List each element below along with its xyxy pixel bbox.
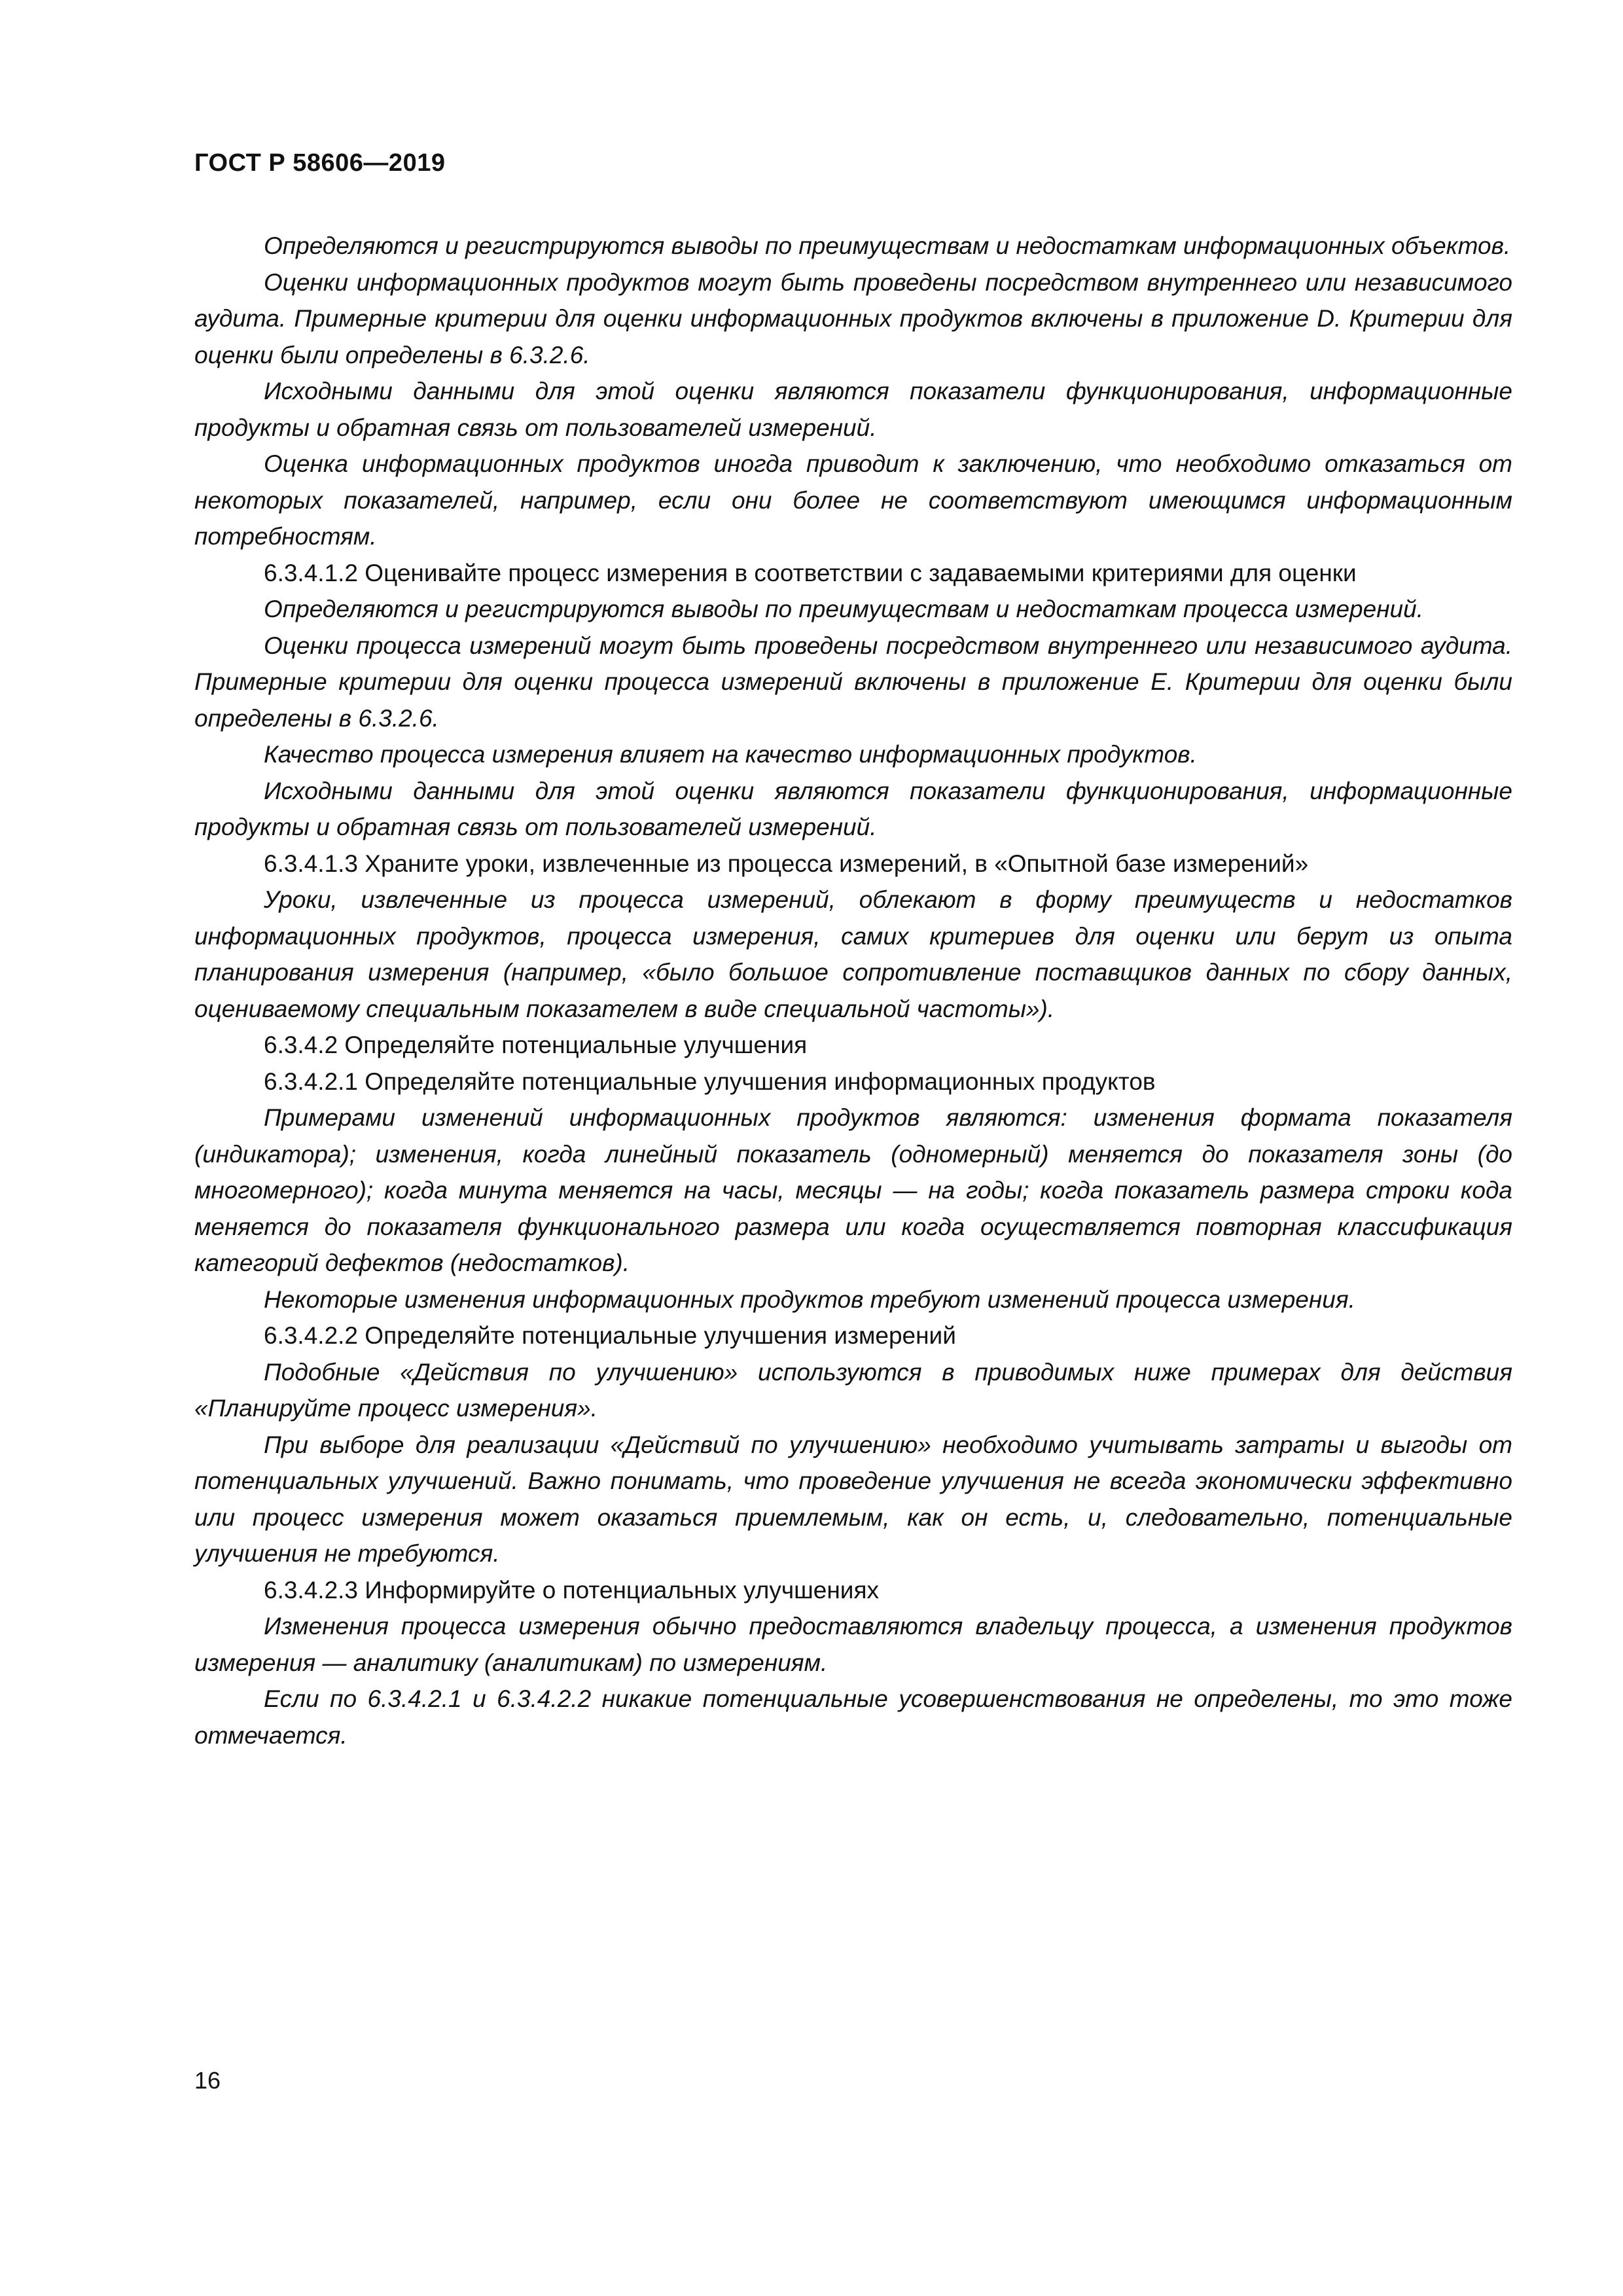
body-paragraph: При выборе для реализации «Действий по улучшению» необходимо учитывать затраты и выгоды от потенциальных улучшений. Важно понимать, что проведение улучшения не всегда экономически эффективно или процесс измерения может оказаться приемлемым, как он есть, и, следовательно, потенциальные улучшения не требуются. (194, 1431, 1512, 1567)
body-paragraph: Исходными данными для этой оценки являются показатели функционирования, информационные продукты и обратная связь от пользователей измерений. (194, 378, 1512, 441)
body-paragraph: Изменения процесса измерения обычно предоставляются владельцу процесса, а изменения продуктов измерения — аналитику (аналитикам) по измерениям. (194, 1613, 1512, 1676)
body-paragraph: Оценка информационных продуктов иногда приводит к заключению, что необходимо отказаться от некоторых показателей, например, если они более не соответствуют имеющимся информационным потребностям. (194, 450, 1512, 550)
page-number: 16 (194, 2067, 221, 2094)
body-paragraph: Определяются и регистрируются выводы по преимуществам и недостаткам процесса измерений. (264, 596, 1423, 622)
body-paragraph: Определяются и регистрируются выводы по преимуществам и недостаткам информационных объектов. (264, 232, 1511, 259)
body-paragraph: Примерами изменений информационных продуктов являются: изменения формата показателя (индикатора); изменения, когда линейный показатель (одномерный) меняется до показателя зоны (до многомерного); когда минута меняется на часы, месяцы — на годы; когда показатель размера строки кода меняется до показателя функционального размера или когда осуществляется повторная классификация категорий дефектов (недостатков). (194, 1104, 1512, 1276)
section-heading-paragraph: 6.3.4.2.2 Определяйте потенциальные улучшения измерений (264, 1322, 956, 1349)
body-paragraph: Оценки информационных продуктов могут быть проведены посредством внутреннего или независимого аудита. Примерные критерии для оценки информационных продуктов включены в приложение D. Критерии для оценки были определены в 6.3.2.6. (194, 268, 1512, 368)
section-heading-paragraph: 6.3.4.1.2 Оценивайте процесс измерения в соответствии с задаваемыми критериями для оценки (264, 559, 1357, 586)
section-heading-paragraph: 6.3.4.2.3 Информируйте о потенциальных улучшениях (264, 1576, 879, 1604)
body-paragraph: Оценки процесса измерений могут быть проведены посредством внутреннего или независимого аудита. Примерные критерии для оценки процесса измерений включены в приложение Е. Критерии для оценки были определены в 6.3.2.6. (194, 632, 1512, 732)
document-header: ГОСТ Р 58606—2019 (194, 149, 446, 177)
document-body (194, 228, 1512, 1753)
section-heading-paragraph: 6.3.4.2.1 Определяйте потенциальные улучшения информационных продуктов (264, 1067, 1156, 1095)
section-heading-paragraph: 6.3.4.1.3 Храните уроки, извлеченные из процесса измерений, в «Опытной базе измерений» (264, 850, 1309, 877)
body-paragraph: Исходными данными для этой оценки являются показатели функционирования, информационные продукты и обратная связь от пользователей измерений. (194, 777, 1512, 840)
body-paragraph: Подобные «Действия по улучшению» используются в приводимых ниже примерах для действия «Планируйте процесс измерения». (194, 1358, 1512, 1422)
body-paragraph: Уроки, извлеченные из процесса измерений, облекают в форму преимуществ и недостатков информационных продуктов, процесса измерения, самих критериев для оценки или берут из опыта планирования измерения (например, «было большое сопротивление поставщиков данных по сбору данных, оцениваемому специальным показателем в виде специальной частоты»). (194, 886, 1512, 1022)
section-heading-paragraph: 6.3.4.2 Определяйте потенциальные улучшения (264, 1031, 808, 1058)
body-paragraph: Некоторые изменения информационных продуктов требуют изменений процесса измерения. (264, 1285, 1355, 1313)
body-paragraph: Если по 6.3.4.2.1 и 6.3.4.2.2 никакие потенциальные усовершенствования не определены, то это тоже отмечается. (194, 1685, 1512, 1749)
body-paragraph: Качество процесса измерения влияет на качество информационных продуктов. (264, 741, 1197, 768)
